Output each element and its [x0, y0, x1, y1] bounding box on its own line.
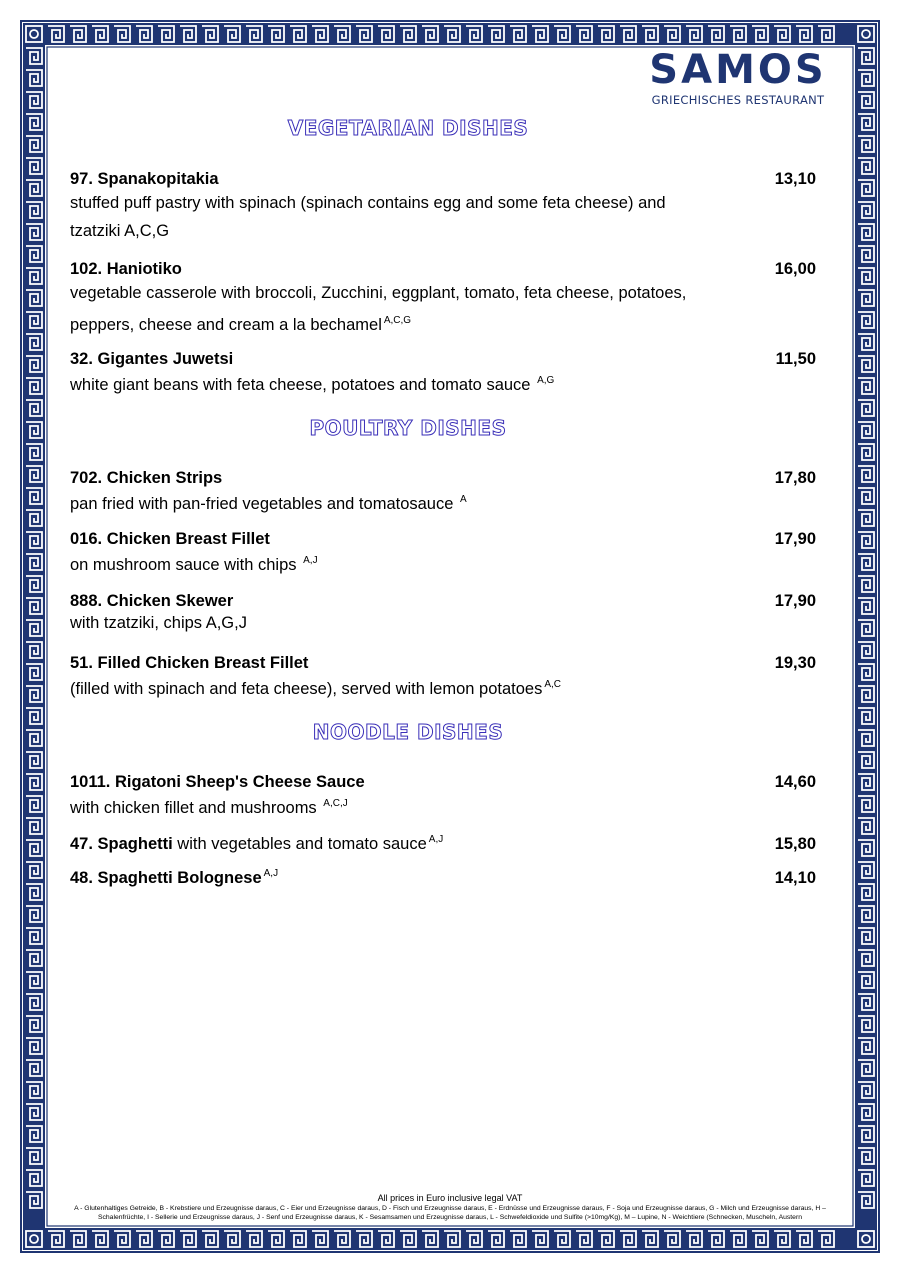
allergen-codes: A,G: [537, 375, 555, 386]
dish-title: 51. Filled Chicken Breast Fillet: [70, 654, 309, 672]
dish-price: 15,80: [774, 835, 816, 853]
dish-price: 17,80: [774, 469, 816, 487]
dish-description: with vegetables and tomato sauce: [177, 835, 427, 853]
dish-title: 47. Spaghetti: [70, 835, 173, 853]
allergen-codes: A,C,J: [323, 798, 348, 809]
allergen-codes: A,J: [428, 834, 444, 845]
dish-price: 19,30: [774, 654, 816, 672]
section-title-vegetarian: VEGETARIAN DISHES: [287, 116, 529, 140]
allergen-legend: A - Glutenhaltiges Getreide, B - Krebstiere und Erzeugnisse daraus, C - Eier und Erzeugnisse daraus, D - Fisch und Erzeugnisse daraus, E - Erdnüsse und Erzeugnisse daraus, F - Soja und Erzeugnisse daraus, G - Milch und Erzeugnisse daraus, H – Schalenfrüchte, I - Sellerie und Erzeugnisse daraus, J - Senf und Erzeugnisse daraus, K - Sesamsamen und Erzeugnisse daraus, L - Schwefeldioxide und Sulfite (>10mg/Kg), M – Lupine, N - Weichtiere (Schnecken, Muscheln, Austern: [74, 1205, 826, 1221]
dish-item: [70, 170, 816, 245]
dish-title: 888. Chicken Skewer: [70, 592, 234, 610]
dish-title: 32. Gigantes Juwetsi: [70, 350, 234, 368]
dish-price: 14,60: [774, 773, 816, 791]
dish-item: [70, 654, 816, 701]
dish-title: 702. Chicken Strips: [70, 469, 223, 487]
allergen-codes: A,J: [263, 868, 279, 879]
dish-title: 1011. Rigatoni Sheep's Cheese Sauce: [70, 773, 365, 791]
dish-description: with chicken fillet and mushrooms: [70, 799, 317, 817]
logo-name: SAMOS: [649, 47, 827, 93]
dish-item: [70, 834, 816, 854]
section-title-poultry: POULTRY DISHES: [309, 416, 507, 440]
dish-item: [70, 530, 816, 577]
dish-item: [70, 260, 816, 339]
dish-price: 17,90: [774, 530, 816, 548]
vat-note: All prices in Euro inclusive legal VAT: [377, 1193, 523, 1203]
dish-description: vegetable casserole with broccoli, Zucchini, eggplant, tomato, feta cheese, potatoes, peppers, cheese and cream a la bechamel: [70, 284, 687, 334]
dish-description: (filled with spinach and feta cheese), served with lemon potatoes: [70, 680, 543, 698]
dish-title: 102. Haniotiko: [70, 260, 182, 278]
dish-description: with tzatziki, chips A,G,J: [70, 614, 247, 632]
allergen-codes: A: [460, 494, 467, 505]
restaurant-logo: [638, 48, 838, 107]
allergen-codes: A,C: [544, 679, 562, 690]
dish-item: [70, 469, 816, 516]
logo-subtitle: GRIECHISCHES RESTAURANT: [651, 93, 825, 107]
dish-price: 16,00: [774, 260, 816, 278]
footer: [70, 1193, 830, 1222]
allergen-codes: A,J: [303, 555, 318, 566]
dish-price: 13,10: [774, 170, 816, 188]
dish-item: [70, 773, 816, 820]
dish-item: [70, 868, 816, 888]
dish-item: [70, 592, 816, 635]
dish-title: 016. Chicken Breast Fillet: [70, 530, 270, 548]
dish-description: pan fried with pan-fried vegetables and tomatosauce: [70, 495, 454, 513]
dish-item: [70, 350, 816, 397]
dish-price: 11,50: [775, 350, 816, 368]
section-title-noodle: NOODLE DISHES: [312, 720, 504, 744]
dish-description: white giant beans with feta cheese, potatoes and tomato sauce: [70, 376, 531, 394]
dish-price: 17,90: [774, 592, 816, 610]
dish-description: stuffed puff pastry with spinach (spinach contains egg and some feta cheese) and tzatziki A,C,G: [70, 194, 666, 240]
dish-description: on mushroom sauce with chips: [70, 556, 297, 574]
dish-price: 14,10: [774, 869, 816, 887]
dish-title: 48. Spaghetti Bolognese: [70, 869, 262, 887]
dish-title: 97. Spanakopitakia: [70, 170, 219, 188]
allergen-codes: A,C,G: [383, 315, 412, 326]
